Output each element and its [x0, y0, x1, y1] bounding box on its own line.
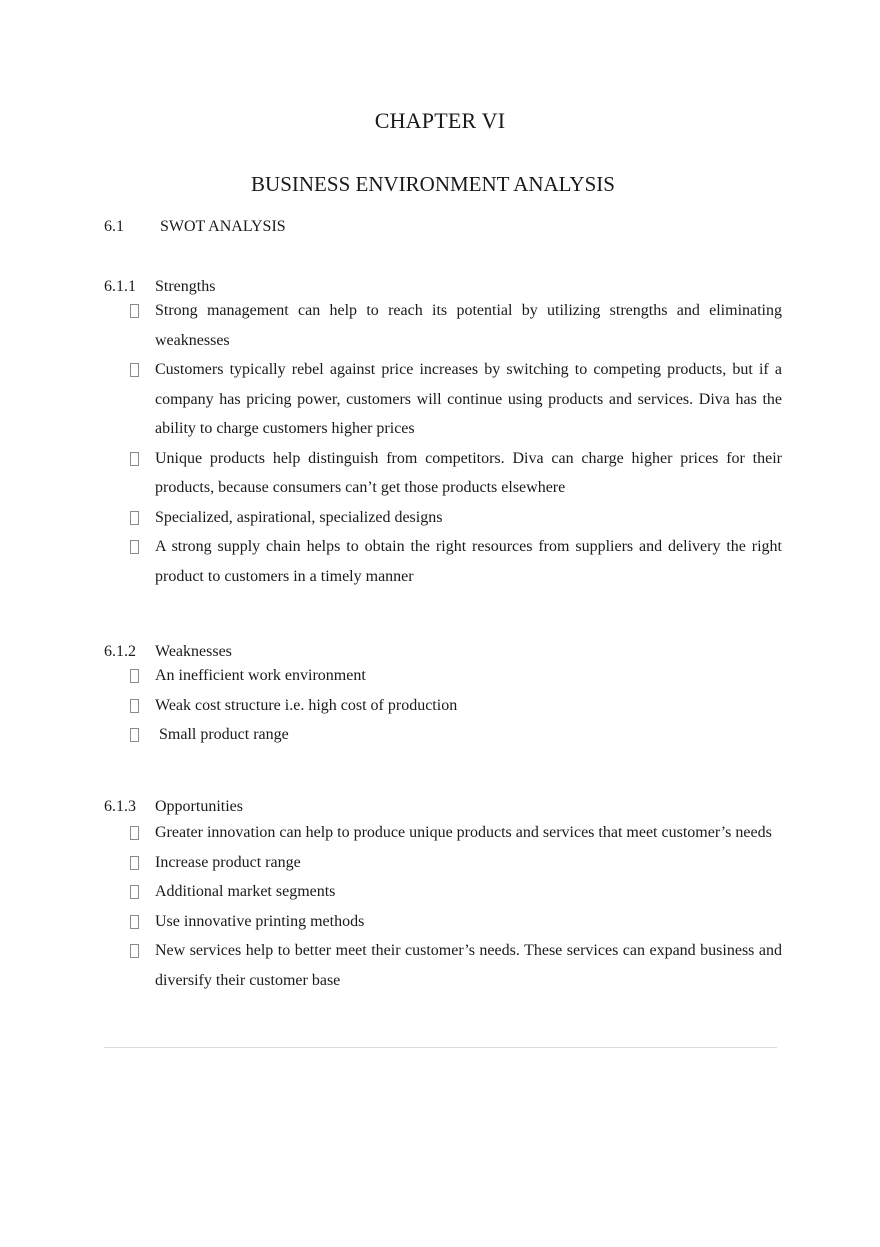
section-heading-text: SWOT ANALYSIS: [160, 218, 286, 235]
list-item: [130, 661, 782, 691]
list-item-text: Unique products help distinguish from competitors. Diva can charge higher prices for their products, because consumers can’t get those products elsewhere: [155, 449, 782, 496]
list-item: [130, 444, 782, 503]
footer-divider: [104, 1047, 777, 1048]
list-item-text: Use innovative printing methods: [155, 912, 365, 930]
list-item: [130, 720, 782, 750]
bullet-box-icon: [130, 826, 139, 840]
bullet-box-icon: [130, 728, 139, 742]
list-item-text: Strong management can help to reach its potential by utilizing strengths and eliminating weaknesses: [155, 302, 782, 349]
strengths-list: [130, 296, 782, 591]
list-item-text: An inefficient work environment: [155, 667, 366, 684]
bullet-box-icon: [130, 699, 139, 713]
subsection-heading-strengths: [104, 278, 215, 296]
subsection-heading-weaknesses: [104, 643, 232, 661]
subsection-heading-opportunities: [104, 798, 243, 816]
opportunities-list: [130, 818, 782, 995]
list-item: [130, 936, 782, 995]
bullet-box-icon: [130, 304, 139, 318]
bullet-box-icon: [130, 511, 139, 525]
list-item: [130, 691, 782, 721]
list-item-text: Additional market segments: [155, 883, 336, 900]
list-item-text: Weak cost structure i.e. high cost of production: [155, 696, 458, 714]
chapter-title: CHAPTER VI: [374, 108, 506, 133]
section-heading-swot: [104, 218, 286, 236]
bullet-box-icon: [130, 885, 139, 899]
subsection-number: 6.1.2: [104, 643, 136, 660]
list-item: [130, 355, 782, 444]
list-item-text: Increase product range: [155, 853, 301, 871]
subsection-number: 6.1.1: [104, 278, 136, 295]
subsection-heading-text: Weaknesses: [155, 643, 232, 660]
bullet-box-icon: [130, 856, 139, 870]
page-title: BUSINESS ENVIRONMENT ANALYSIS: [251, 172, 615, 196]
list-item: [130, 818, 782, 848]
weaknesses-list: [130, 661, 782, 750]
list-item: [130, 296, 782, 355]
bullet-box-icon: [130, 915, 139, 929]
bullet-box-icon: [130, 452, 139, 466]
list-item-text: Greater innovation can help to produce unique products and services that meet customer’s needs: [155, 824, 772, 841]
list-item: [130, 503, 782, 533]
list-item-text: New services help to better meet their customer’s needs. These services can expand business and diversify their customer base: [155, 942, 782, 989]
bullet-box-icon: [130, 944, 139, 958]
list-item: [130, 877, 782, 907]
bullet-box-icon: [130, 540, 139, 554]
subsection-number: 6.1.3: [104, 798, 136, 815]
list-item: [130, 848, 782, 878]
list-item-text: A strong supply chain helps to obtain the right resources from suppliers and delivery the right product to customers in a timely manner: [155, 538, 782, 585]
list-item-text: Specialized, aspirational, specialized designs: [155, 508, 443, 526]
bullet-box-icon: [130, 669, 139, 683]
list-item: [130, 907, 782, 937]
subsection-heading-text: Opportunities: [155, 798, 243, 815]
list-item: [130, 532, 782, 591]
bullet-box-icon: [130, 363, 139, 377]
subsection-heading-text: Strengths: [155, 278, 216, 295]
list-item-text: Small product range: [159, 726, 289, 743]
list-item-text: Customers typically rebel against price increases by switching to competing products, but if a company has pricing power, customers will continue using products and services. Diva has the ability to charge customers higher prices: [155, 361, 782, 437]
section-number: 6.1: [104, 218, 124, 235]
